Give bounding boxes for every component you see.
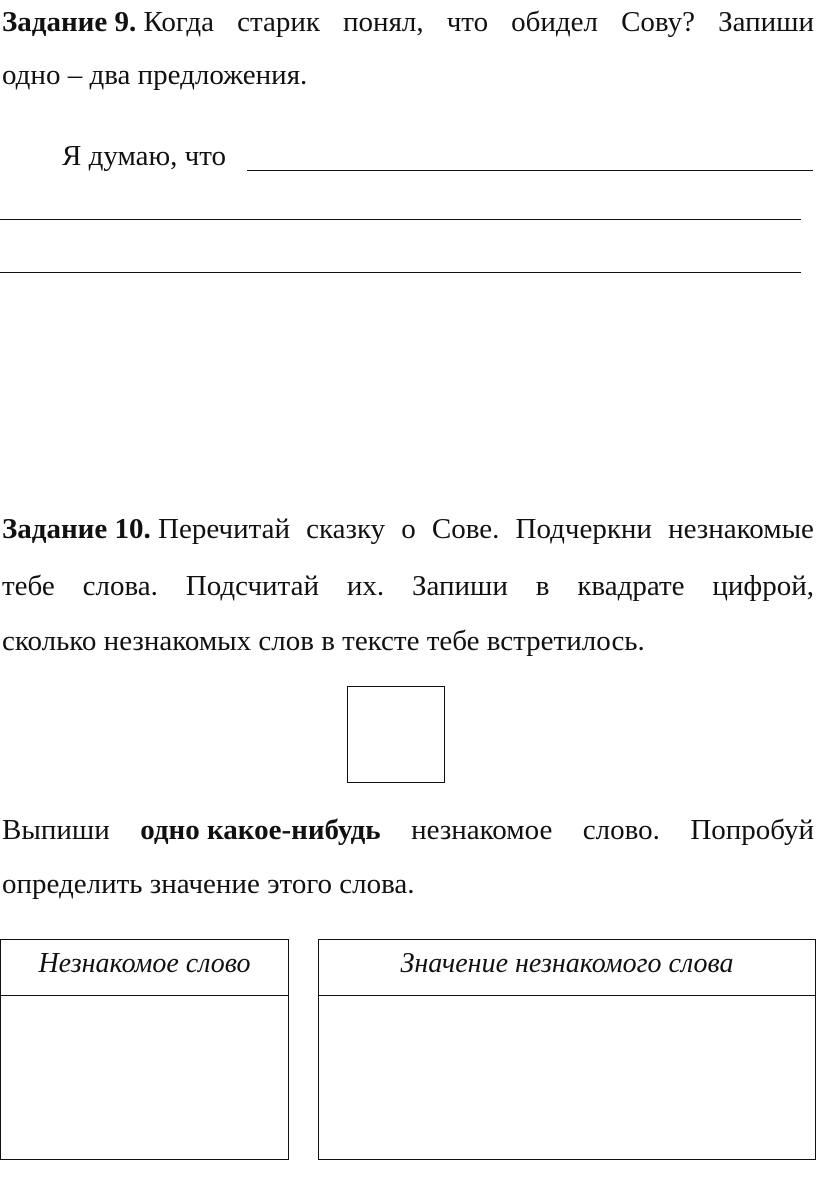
unknown-word-header: Незнакомое слово <box>1 940 288 996</box>
task9-label: Задание 9. <box>2 6 137 38</box>
count-answer-box[interactable] <box>347 686 445 783</box>
answer-line-2[interactable] <box>0 219 801 220</box>
word-meaning-cell[interactable] <box>319 996 815 1159</box>
task10-label: Задание 10. <box>2 513 151 545</box>
writeout-line2: определить значение этого слова. <box>2 868 415 900</box>
answer-line-3[interactable] <box>0 272 801 273</box>
task10-line1: Задание 10. Перечитай сказку о Сове. Подчеркни незнакомые <box>2 513 814 545</box>
writeout-line1: Выпиши одно какое-нибудь незнакомое слово. Попробуй <box>2 814 814 846</box>
task10-intro: Задание 10. Перечитай <box>2 513 291 545</box>
task9-intro: Задание 9. Когда <box>2 6 215 38</box>
answer-prompt: Я думаю, что <box>62 140 227 172</box>
task9-line1: Задание 9. Когда старик понял, что обидел Сову? Запиши <box>2 6 814 38</box>
task10-line3: сколько незнакомых слов в тексте тебе встретилось. <box>2 625 645 657</box>
task9-line2: одно – два предложения. <box>2 59 308 91</box>
word-meaning-header: Значение незнакомого слова <box>319 940 815 996</box>
unknown-word-cell[interactable] <box>1 996 288 1159</box>
writeout-bold-phrase: одно какое-нибудь <box>140 814 381 846</box>
unknown-word-column <box>0 939 289 1160</box>
task10-line2: тебе слова. Подсчитай их. Запиши в квадрате цифрой, <box>2 570 814 602</box>
word-meaning-column <box>318 939 816 1160</box>
answer-line-1[interactable] <box>247 170 813 171</box>
